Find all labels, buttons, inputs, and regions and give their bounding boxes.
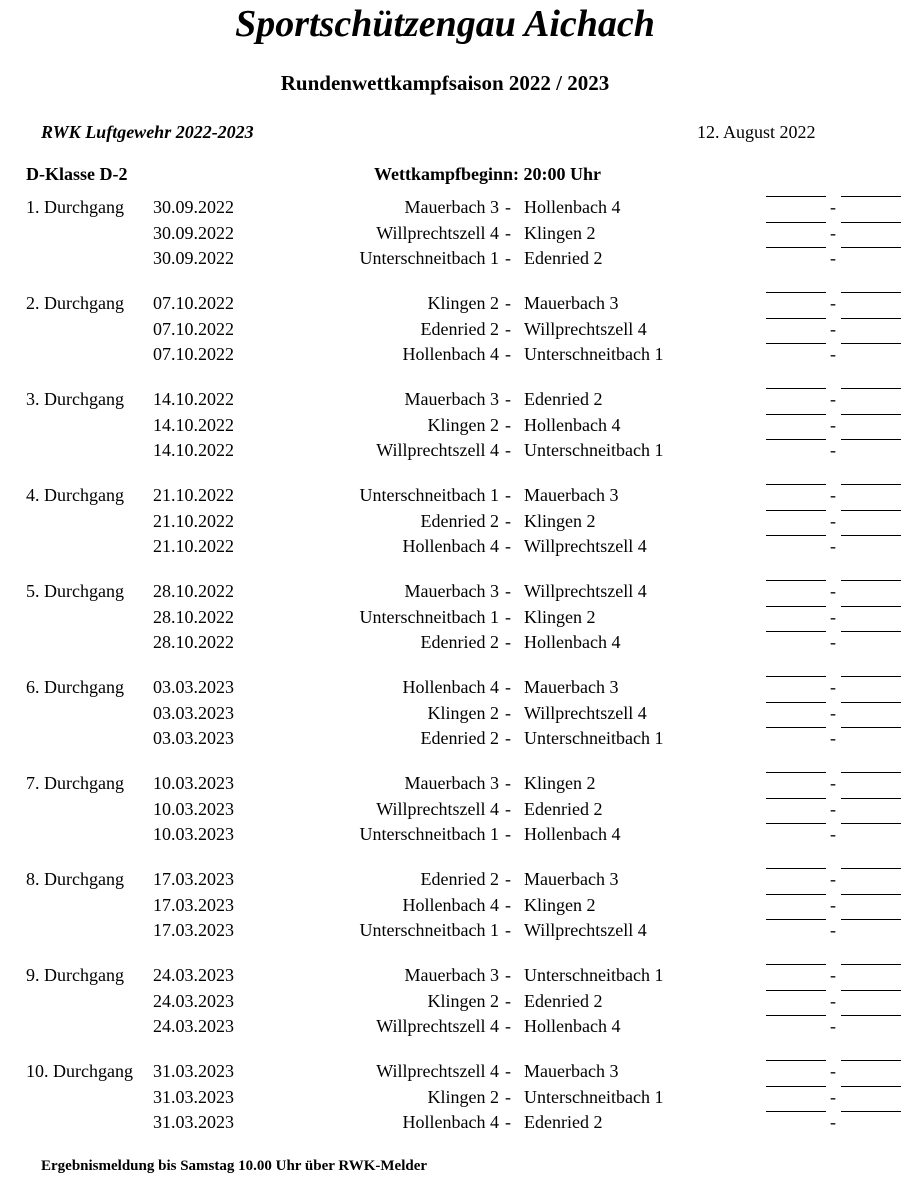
home-score-blank (766, 222, 826, 223)
match-dash: - (505, 222, 511, 243)
result-separator: - (830, 869, 836, 889)
match-row (0, 535, 918, 561)
match-row (0, 1015, 918, 1041)
away-team: Hollenbach 4 (524, 824, 621, 845)
match-date: 30.09.2022 (153, 197, 234, 217)
round-label: 7. Durchgang (26, 773, 124, 793)
match-dash: - (505, 414, 511, 435)
result-separator: - (830, 389, 836, 409)
match-date: 30.09.2022 (153, 222, 234, 243)
round-label: 1. Durchgang (26, 197, 124, 217)
result-separator: - (830, 1112, 836, 1133)
match-row (0, 1086, 918, 1112)
home-score-blank (766, 318, 826, 319)
result-separator: - (830, 248, 836, 269)
match-date: 28.10.2022 (153, 581, 234, 601)
home-score-blank (766, 702, 826, 703)
round-block (0, 1060, 918, 1156)
match-date: 21.10.2022 (153, 536, 234, 557)
home-team: Mauerbach 3 (404, 581, 499, 601)
home-team: Unterschneitbach 1 (359, 485, 499, 505)
away-team: Mauerbach 3 (524, 1061, 619, 1081)
home-score-blank (766, 919, 826, 920)
season-title: Rundenwettkampfsaison 2022 / 2023 (280, 71, 610, 95)
page-title: Sportschützengau Aichach (235, 3, 655, 45)
home-score-blank (766, 868, 826, 869)
match-date: 21.10.2022 (153, 510, 234, 531)
match-date: 30.09.2022 (153, 248, 234, 269)
result-separator: - (830, 581, 836, 601)
home-team: Klingen 2 (427, 1086, 499, 1107)
home-score-blank (766, 727, 826, 728)
match-row (0, 580, 918, 606)
round-block (0, 292, 918, 388)
league-name: RWK Luftgewehr 2022-2023 (41, 122, 254, 142)
away-score-blank (841, 868, 901, 869)
home-score-blank (766, 1086, 826, 1087)
match-row (0, 823, 918, 849)
match-date: 24.03.2023 (153, 1016, 234, 1037)
away-team: Unterschneitbach 1 (524, 440, 664, 461)
match-dash: - (505, 389, 511, 409)
match-row (0, 631, 918, 657)
match-dash: - (505, 1112, 511, 1133)
home-score-blank (766, 388, 826, 389)
match-date: 10.03.2023 (153, 824, 234, 845)
match-date: 03.03.2023 (153, 677, 234, 697)
home-team: Willprechtszell 4 (376, 1061, 499, 1081)
match-row (0, 919, 918, 945)
home-team: Unterschneitbach 1 (359, 606, 499, 627)
home-team: Hollenbach 4 (402, 536, 499, 557)
match-date: 14.10.2022 (153, 389, 234, 409)
away-team: Edenried 2 (524, 798, 603, 819)
home-team: Unterschneitbach 1 (359, 824, 499, 845)
home-score-blank (766, 510, 826, 511)
away-score-blank (841, 510, 901, 511)
footer-note: Ergebnismeldung bis Samstag 10.00 Uhr über RWK-Melder (41, 1158, 428, 1174)
away-score-blank (841, 1015, 901, 1016)
match-row (0, 318, 918, 344)
home-team: Edenried 2 (420, 632, 499, 653)
result-separator: - (830, 1061, 836, 1081)
match-row (0, 894, 918, 920)
class-label: D-Klasse D-2 (26, 164, 128, 184)
away-team: Unterschneitbach 1 (524, 728, 664, 749)
result-separator: - (830, 536, 836, 557)
home-score-blank (766, 964, 826, 965)
document-date: 12. August 2022 (697, 122, 816, 142)
home-team: Klingen 2 (427, 990, 499, 1011)
home-team: Klingen 2 (427, 414, 499, 435)
match-row (0, 990, 918, 1016)
home-score-blank (766, 1111, 826, 1112)
match-dash: - (505, 440, 511, 461)
result-separator: - (830, 197, 836, 217)
away-team: Mauerbach 3 (524, 869, 619, 889)
result-separator: - (830, 1086, 836, 1107)
result-separator: - (830, 510, 836, 531)
away-score-blank (841, 484, 901, 485)
home-score-blank (766, 676, 826, 677)
away-team: Klingen 2 (524, 773, 596, 793)
home-team: Klingen 2 (427, 702, 499, 723)
match-row (0, 1060, 918, 1086)
match-dash: - (505, 702, 511, 723)
away-score-blank (841, 823, 901, 824)
match-date: 21.10.2022 (153, 485, 234, 505)
home-score-blank (766, 247, 826, 248)
home-team: Mauerbach 3 (404, 197, 499, 217)
away-score-blank (841, 318, 901, 319)
away-team: Unterschneitbach 1 (524, 965, 664, 985)
away-score-blank (841, 535, 901, 536)
away-score-blank (841, 919, 901, 920)
match-dash: - (505, 1061, 511, 1081)
match-row (0, 702, 918, 728)
round-block (0, 868, 918, 964)
match-dash: - (505, 248, 511, 269)
home-team: Mauerbach 3 (404, 389, 499, 409)
home-score-blank (766, 631, 826, 632)
match-dash: - (505, 894, 511, 915)
home-score-blank (766, 196, 826, 197)
match-dash: - (505, 581, 511, 601)
home-team: Hollenbach 4 (402, 1112, 499, 1133)
match-date: 14.10.2022 (153, 440, 234, 461)
match-dash: - (505, 728, 511, 749)
match-date: 10.03.2023 (153, 798, 234, 819)
away-score-blank (841, 1060, 901, 1061)
away-team: Unterschneitbach 1 (524, 1086, 664, 1107)
match-dash: - (505, 1086, 511, 1107)
home-score-blank (766, 439, 826, 440)
away-team: Willprechtszell 4 (524, 581, 647, 601)
result-separator: - (830, 773, 836, 793)
match-dash: - (505, 798, 511, 819)
match-dash: - (505, 677, 511, 697)
match-row (0, 343, 918, 369)
round-block (0, 388, 918, 484)
home-score-blank (766, 606, 826, 607)
match-date: 31.03.2023 (153, 1061, 234, 1081)
result-separator: - (830, 920, 836, 941)
home-team: Willprechtszell 4 (376, 1016, 499, 1037)
away-team: Hollenbach 4 (524, 632, 621, 653)
away-team: Edenried 2 (524, 1112, 603, 1133)
result-separator: - (830, 293, 836, 313)
away-team: Willprechtszell 4 (524, 536, 647, 557)
round-block (0, 484, 918, 580)
match-dash: - (505, 318, 511, 339)
match-date: 28.10.2022 (153, 632, 234, 653)
match-dash: - (505, 606, 511, 627)
match-row (0, 196, 918, 222)
result-separator: - (830, 440, 836, 461)
away-score-blank (841, 196, 901, 197)
round-label: 9. Durchgang (26, 965, 124, 985)
home-team: Willprechtszell 4 (376, 222, 499, 243)
match-date: 07.10.2022 (153, 293, 234, 313)
match-date: 24.03.2023 (153, 965, 234, 985)
away-team: Hollenbach 4 (524, 1016, 621, 1037)
round-block (0, 580, 918, 676)
result-separator: - (830, 824, 836, 845)
match-dash: - (505, 485, 511, 505)
match-row (0, 439, 918, 465)
match-dash: - (505, 293, 511, 313)
away-score-blank (841, 222, 901, 223)
match-date: 17.03.2023 (153, 869, 234, 889)
match-dash: - (505, 197, 511, 217)
match-row (0, 798, 918, 824)
away-team: Mauerbach 3 (524, 485, 619, 505)
away-team: Hollenbach 4 (524, 414, 621, 435)
match-dash: - (505, 824, 511, 845)
away-score-blank (841, 1086, 901, 1087)
away-team: Edenried 2 (524, 990, 603, 1011)
match-row (0, 484, 918, 510)
result-separator: - (830, 965, 836, 985)
home-score-blank (766, 292, 826, 293)
away-score-blank (841, 292, 901, 293)
home-score-blank (766, 990, 826, 991)
match-dash: - (505, 869, 511, 889)
away-score-blank (841, 964, 901, 965)
result-separator: - (830, 606, 836, 627)
round-block (0, 196, 918, 292)
match-row (0, 222, 918, 248)
match-dash: - (505, 510, 511, 531)
away-team: Willprechtszell 4 (524, 318, 647, 339)
home-team: Hollenbach 4 (402, 894, 499, 915)
match-dash: - (505, 773, 511, 793)
away-score-blank (841, 676, 901, 677)
schedule (0, 196, 918, 1156)
away-score-blank (841, 894, 901, 895)
home-score-blank (766, 414, 826, 415)
match-dash: - (505, 1016, 511, 1037)
home-score-blank (766, 535, 826, 536)
result-separator: - (830, 702, 836, 723)
match-date: 03.03.2023 (153, 728, 234, 749)
away-team: Klingen 2 (524, 606, 596, 627)
match-date: 14.10.2022 (153, 414, 234, 435)
round-label: 3. Durchgang (26, 389, 124, 409)
home-team: Edenried 2 (420, 510, 499, 531)
home-score-blank (766, 580, 826, 581)
result-separator: - (830, 798, 836, 819)
away-score-blank (841, 702, 901, 703)
match-date: 28.10.2022 (153, 606, 234, 627)
home-team: Unterschneitbach 1 (359, 248, 499, 269)
away-team: Unterschneitbach 1 (524, 344, 664, 365)
match-dash: - (505, 344, 511, 365)
home-team: Klingen 2 (427, 293, 499, 313)
away-team: Klingen 2 (524, 222, 596, 243)
home-team: Mauerbach 3 (404, 773, 499, 793)
match-date: 17.03.2023 (153, 894, 234, 915)
away-score-blank (841, 343, 901, 344)
result-separator: - (830, 1016, 836, 1037)
round-label: 4. Durchgang (26, 485, 124, 505)
away-team: Willprechtszell 4 (524, 920, 647, 941)
match-row (0, 868, 918, 894)
match-date: 24.03.2023 (153, 990, 234, 1011)
match-date: 31.03.2023 (153, 1112, 234, 1133)
home-team: Mauerbach 3 (404, 965, 499, 985)
match-date: 31.03.2023 (153, 1086, 234, 1107)
away-score-blank (841, 606, 901, 607)
result-separator: - (830, 894, 836, 915)
match-date: 07.10.2022 (153, 318, 234, 339)
match-row (0, 772, 918, 798)
result-separator: - (830, 485, 836, 505)
match-row (0, 676, 918, 702)
match-date: 10.03.2023 (153, 773, 234, 793)
match-row (0, 727, 918, 753)
home-team: Willprechtszell 4 (376, 440, 499, 461)
round-label: 8. Durchgang (26, 869, 124, 889)
match-row (0, 247, 918, 273)
result-separator: - (830, 344, 836, 365)
home-score-blank (766, 798, 826, 799)
away-team: Hollenbach 4 (524, 197, 621, 217)
match-dash: - (505, 632, 511, 653)
away-score-blank (841, 631, 901, 632)
match-date: 03.03.2023 (153, 702, 234, 723)
result-separator: - (830, 990, 836, 1011)
match-date: 07.10.2022 (153, 344, 234, 365)
round-block (0, 772, 918, 868)
match-row (0, 388, 918, 414)
home-team: Edenried 2 (420, 869, 499, 889)
match-row (0, 510, 918, 536)
home-team: Edenried 2 (420, 318, 499, 339)
home-score-blank (766, 1060, 826, 1061)
home-score-blank (766, 1015, 826, 1016)
start-time: Wettkampfbeginn: 20:00 Uhr (374, 164, 602, 184)
match-dash: - (505, 965, 511, 985)
away-team: Mauerbach 3 (524, 677, 619, 697)
away-score-blank (841, 247, 901, 248)
match-row (0, 292, 918, 318)
round-block (0, 964, 918, 1060)
home-score-blank (766, 343, 826, 344)
home-score-blank (766, 894, 826, 895)
home-team: Willprechtszell 4 (376, 798, 499, 819)
home-team: Edenried 2 (420, 728, 499, 749)
match-row (0, 964, 918, 990)
away-team: Klingen 2 (524, 510, 596, 531)
away-score-blank (841, 798, 901, 799)
match-row (0, 1111, 918, 1137)
match-row (0, 414, 918, 440)
home-team: Hollenbach 4 (402, 344, 499, 365)
away-score-blank (841, 388, 901, 389)
result-separator: - (830, 632, 836, 653)
match-dash: - (505, 990, 511, 1011)
away-score-blank (841, 990, 901, 991)
away-score-blank (841, 580, 901, 581)
result-separator: - (830, 222, 836, 243)
match-row (0, 606, 918, 632)
result-separator: - (830, 414, 836, 435)
away-score-blank (841, 1111, 901, 1112)
away-team: Willprechtszell 4 (524, 702, 647, 723)
result-separator: - (830, 318, 836, 339)
away-score-blank (841, 772, 901, 773)
away-score-blank (841, 439, 901, 440)
match-date: 17.03.2023 (153, 920, 234, 941)
match-dash: - (505, 536, 511, 557)
match-dash: - (505, 920, 511, 941)
away-team: Edenried 2 (524, 248, 603, 269)
home-score-blank (766, 772, 826, 773)
result-separator: - (830, 728, 836, 749)
away-team: Klingen 2 (524, 894, 596, 915)
away-score-blank (841, 414, 901, 415)
home-team: Hollenbach 4 (402, 677, 499, 697)
round-block (0, 676, 918, 772)
result-separator: - (830, 677, 836, 697)
away-team: Edenried 2 (524, 389, 603, 409)
home-team: Unterschneitbach 1 (359, 920, 499, 941)
home-score-blank (766, 823, 826, 824)
away-team: Mauerbach 3 (524, 293, 619, 313)
round-label: 6. Durchgang (26, 677, 124, 697)
round-label: 5. Durchgang (26, 581, 124, 601)
round-label: 10. Durchgang (26, 1061, 133, 1081)
away-score-blank (841, 727, 901, 728)
home-score-blank (766, 484, 826, 485)
round-label: 2. Durchgang (26, 293, 124, 313)
